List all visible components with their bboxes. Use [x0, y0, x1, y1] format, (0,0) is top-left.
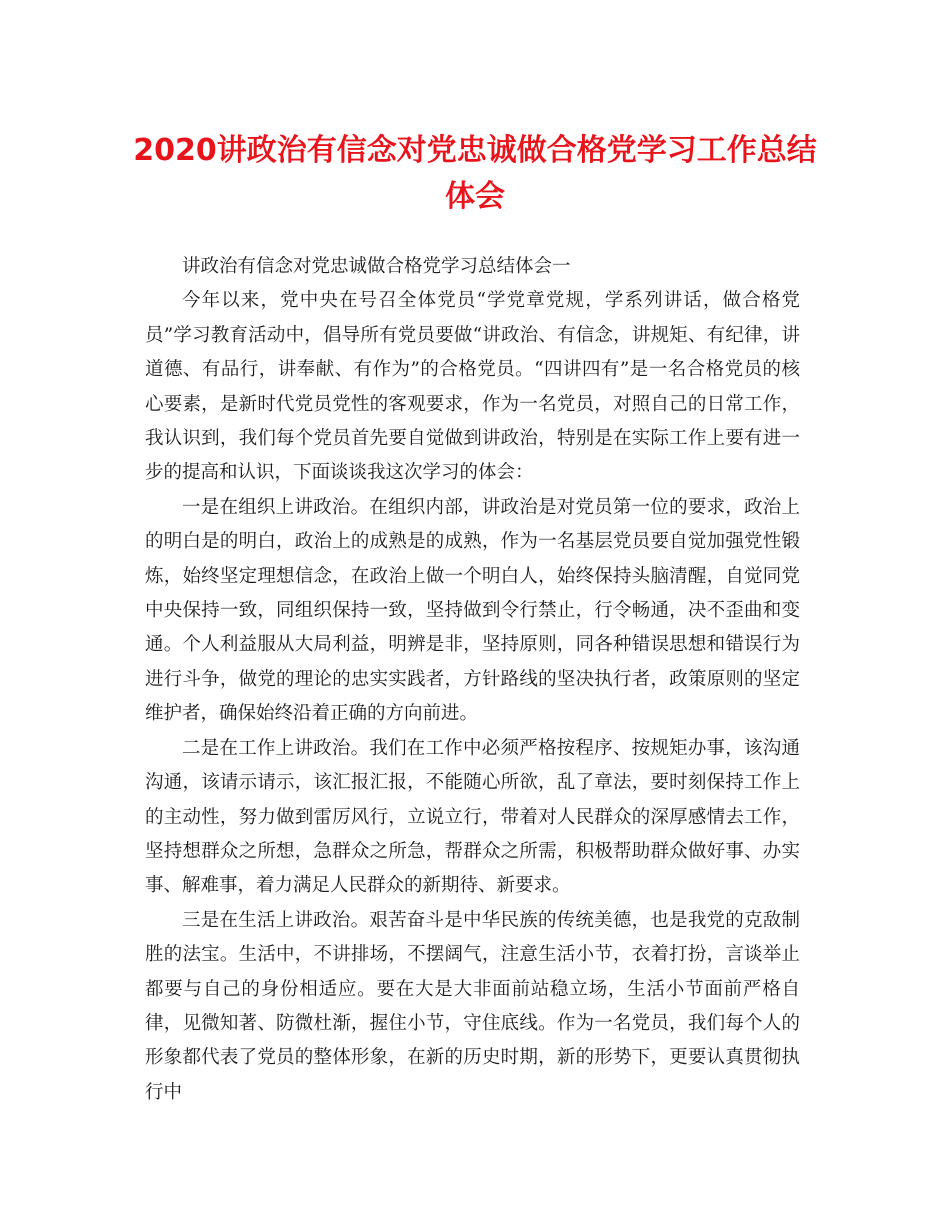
paragraph: 二是在工作上讲政治。我们在工作中必须严格按程序、按规矩办事，该沟通沟通，该请示请示，该汇报汇报，不能随心所欲，乱了章法，要时刻保持工作上的主动性，努力做到雷厉风行，立说立行，带着对人民群众的深厚感情去工作，坚持想群众之所想，急群众之所急，帮群众之所需，积极帮助群众做好事、办实事、解难事，着力满足人民群众的新期待、新要求。 [145, 737, 800, 897]
paragraph-heading: 讲政治有信念对党忠诚做合格党学习总结体会一 [182, 256, 571, 277]
document-title: 2020讲政治有信念对党忠诚做合格党学习工作总结体会 [133, 133, 817, 214]
paragraph: 今年以来，党中央在号召全体党员“学党章党规，学系列讲话，做合格党员”学习教育活动中，倡导所有党员要做“讲政治、有信念，讲规矩、有纪律，讲道德、有品行，讲奉献、有作为”的合格党员。“四讲四有”是一名合格党员的核心要素，是新时代党员党性的客观要求，作为一名党员，对照自己的日常工作，我认识到，我们每个党员首先要自觉做到讲政治，特别是在实际工作上要有进一步的提高和认识，下面谈谈我这次学习的体会： [145, 290, 800, 484]
document-body [145, 250, 800, 1110]
paragraph: 一是在组织上讲政治。在组织内部，讲政治是对党员第一位的要求，政治上的明白是的明白，政治上的成熟是的成熟，作为一名基层党员要自觉加强党性锻炼，始终坚定理想信念，在政治上做一个明白人，始终保持头脑清醒，自觉同党中央保持一致，同组织保持一致，坚持做到令行禁止，行令畅通，决不歪曲和变通。个人利益服从大局利益，明辨是非，坚持原则，同各种错误思想和错误行为进行斗争，做党的理论的忠实实践者，方针路线的坚决执行者，政策原则的坚定维护者，确保始终沿着正确的方向前进。 [145, 496, 800, 725]
paragraph: 三是在生活上讲政治。艰苦奋斗是中华民族的传统美德，也是我党的克敌制胜的法宝。生活中，不讲排场，不摆阔气，注意生活小节，衣着打扮，言谈举止都要与自己的身份相适应。要在大是大非面前站稳立场，生活小节面前严格自律，见微知著、防微杜渐，握住小节，守住底线。作为一名党员，我们每个人的形象都代表了党员的整体形象，在新的历史时期，新的形势下，更要认真贯彻执行中 [145, 909, 800, 1103]
